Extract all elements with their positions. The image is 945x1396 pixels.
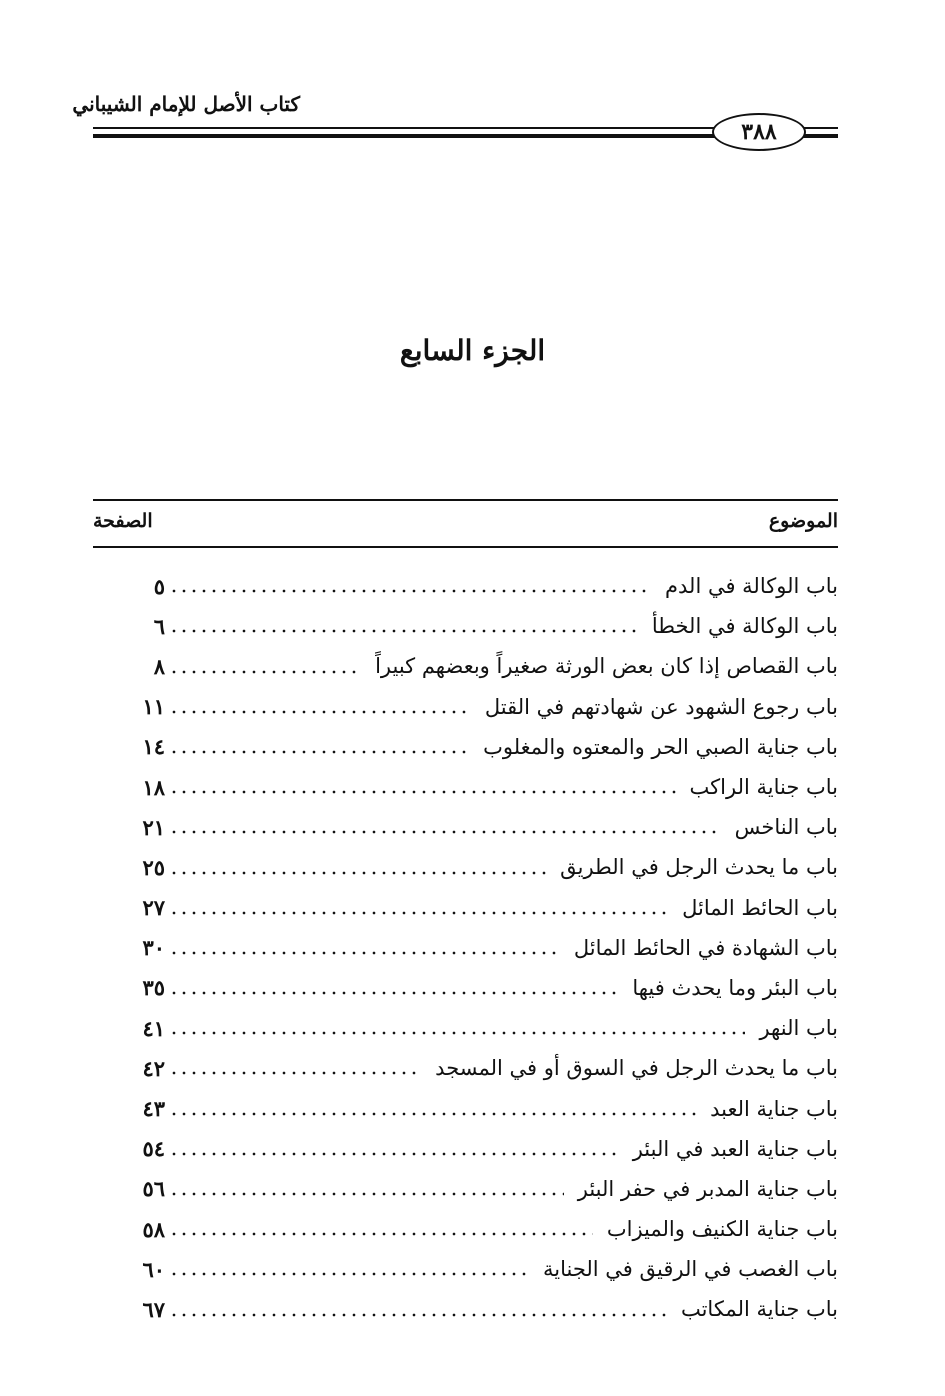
toc-entry-page: ١١	[142, 694, 165, 720]
toc-entry-title: باب الناخس	[734, 815, 838, 840]
toc-entry-page: ٤٢	[142, 1055, 165, 1081]
toc-entry-page: ٣٠	[142, 935, 165, 961]
dot-leader	[169, 709, 471, 715]
dot-leader	[169, 749, 469, 755]
dot-leader	[169, 1231, 593, 1237]
dot-leader	[169, 669, 361, 675]
toc-entry-title: باب الوكالة في الدم	[665, 574, 838, 599]
toc-entry	[93, 928, 838, 968]
toc-entry-title: باب جناية العبد	[710, 1096, 838, 1121]
dot-leader	[169, 1151, 619, 1157]
page-number: ٣٨٨	[712, 113, 806, 151]
toc-entry	[93, 1048, 838, 1088]
toc-entry	[93, 807, 838, 847]
toc-entry-title: باب ما يحدث الرجل في الطريق	[560, 855, 838, 880]
toc-entry-page: ٥٨	[142, 1216, 165, 1242]
dot-leader	[169, 1191, 564, 1197]
toc-entry-page: ٢٧	[142, 895, 165, 921]
toc-entry-title: باب البئر وما يحدث فيها	[632, 975, 838, 1000]
toc-entry-title: باب ما يحدث الرجل في السوق أو في المسجد	[435, 1056, 838, 1081]
toc-entry-title: باب الغصب في الرقيق في الجناية	[542, 1257, 838, 1282]
dot-leader	[169, 1111, 696, 1117]
dot-leader	[169, 588, 651, 594]
toc-entry-title: باب القصاص إذا كان بعض الورثة صغيراً وبعضهم كبيراً	[375, 654, 838, 679]
dot-leader	[169, 1271, 529, 1277]
running-title: كتاب الأصل للإمام الشيباني	[72, 92, 300, 116]
toc-entry	[93, 646, 838, 686]
toc-entry-title: باب الحائط المائل	[682, 895, 838, 920]
toc-entry	[93, 767, 838, 807]
toc-entry	[93, 1088, 838, 1128]
toc-entry-title: باب الوكالة في الخطأ	[651, 614, 838, 639]
dot-leader	[169, 990, 618, 996]
toc-entry-page: ٦٧	[142, 1296, 165, 1322]
dot-leader	[169, 628, 638, 634]
dot-leader	[169, 910, 668, 916]
toc-entry	[93, 1249, 838, 1289]
toc-entry-page: ٥٦	[142, 1176, 165, 1202]
toc-entry-title: باب الشهادة في الحائط المائل	[573, 935, 838, 960]
toc-entry-page: ٤٣	[142, 1096, 165, 1122]
toc-entry	[93, 727, 838, 767]
toc-entry-page: ٥٤	[142, 1136, 165, 1162]
toc-entry-title: باب رجوع الشهود عن شهادتهم في القتل	[484, 694, 838, 719]
toc-entry	[93, 1209, 838, 1249]
toc-entry-title: باب جناية الراكب	[689, 775, 838, 800]
toc-entry-page: ٣٥	[142, 975, 165, 1001]
toc-entry	[93, 888, 838, 928]
toc-entry-title: باب جناية الكنيف والميزاب	[606, 1217, 838, 1242]
toc-entry	[93, 1008, 838, 1048]
toc-entry	[93, 687, 838, 727]
dot-leader	[169, 789, 676, 795]
toc-entry-page: ٦٠	[142, 1256, 165, 1282]
toc-entry-page: ١٨	[142, 774, 165, 800]
dot-leader	[169, 1030, 745, 1036]
volume-title: الجزء السابع	[399, 334, 546, 367]
toc-list	[93, 566, 838, 1330]
dot-leader	[169, 950, 560, 956]
toc-entry-title: باب جناية العبد في البئر	[632, 1136, 838, 1161]
toc-entry-page: ٥	[153, 573, 165, 599]
dot-leader	[169, 1070, 421, 1076]
toc-entry-page: ١٤	[142, 734, 165, 760]
dot-leader	[169, 1312, 667, 1318]
toc-entry	[93, 968, 838, 1008]
toc-entry-title: باب جناية المكاتب	[680, 1297, 838, 1322]
toc-entry	[93, 1289, 838, 1329]
toc-column-page: الصفحة	[93, 510, 153, 532]
toc-entry-title: باب جناية الصبي الحر والمعتوه والمغلوب	[483, 734, 838, 759]
toc-entry	[93, 1169, 838, 1209]
toc-entry-page: ٦	[153, 613, 165, 639]
toc-header-rule-bottom	[93, 546, 838, 548]
toc-entry	[93, 606, 838, 646]
toc-entry-page: ٢١	[142, 814, 165, 840]
toc-entry-page: ٤١	[142, 1015, 165, 1041]
toc-entry-title: باب جناية المدبر في حفر البئر	[577, 1176, 838, 1201]
dot-leader	[169, 870, 546, 876]
toc-column-topic: الموضوع	[768, 510, 838, 532]
toc-entry-page: ٨	[153, 653, 165, 679]
dot-leader	[169, 829, 721, 835]
toc-header-rule-top	[93, 499, 838, 501]
toc-entry-page: ٢٥	[142, 854, 165, 880]
toc-entry	[93, 1129, 838, 1169]
toc-entry-title: باب النهر	[759, 1016, 838, 1041]
toc-entry	[93, 847, 838, 887]
toc-entry	[93, 566, 838, 606]
